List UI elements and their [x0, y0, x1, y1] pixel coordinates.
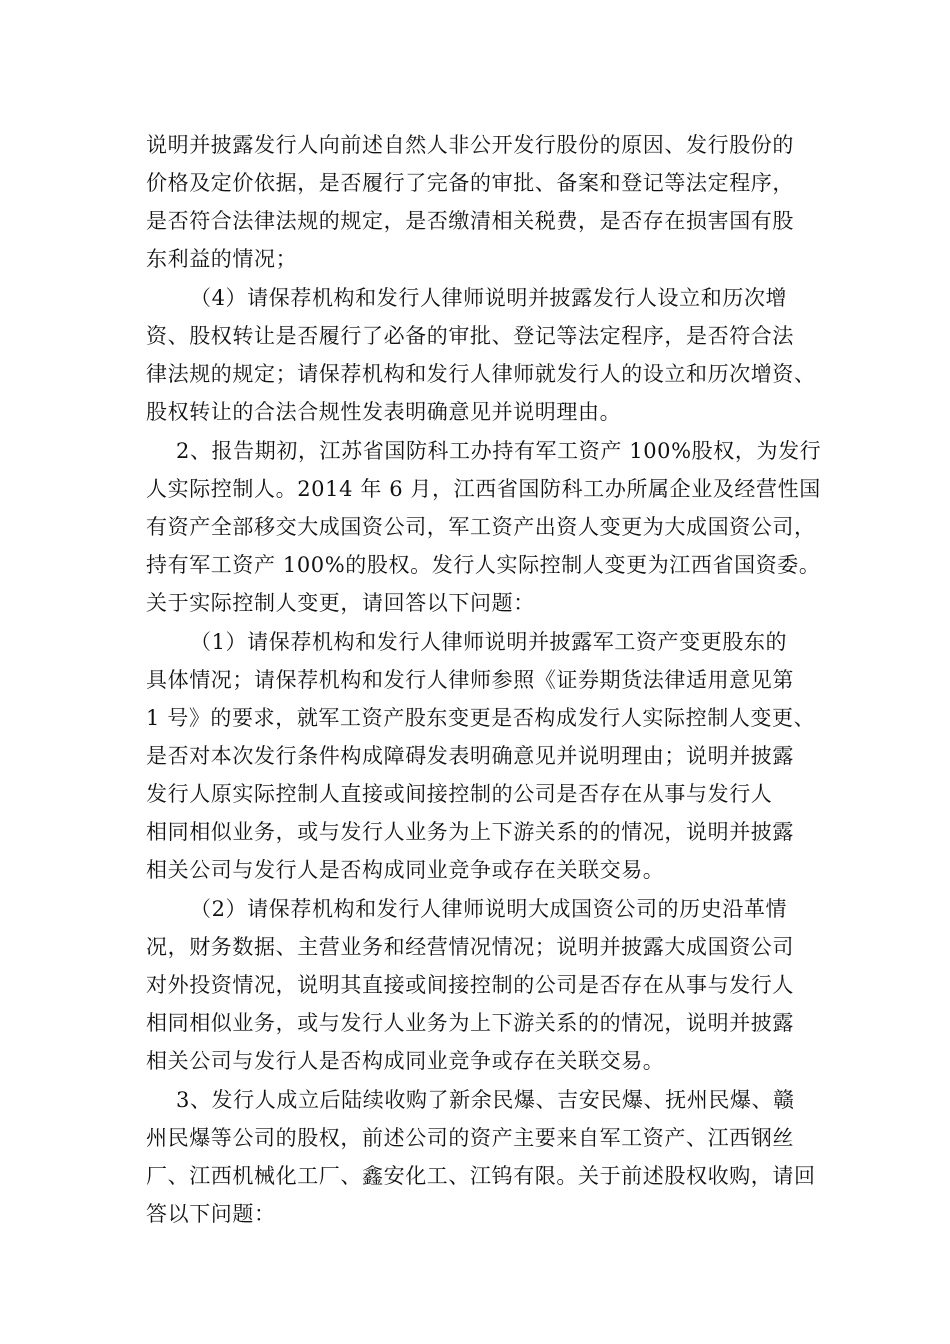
text-line: 关于实际控制人变更，请回答以下问题： — [146, 591, 535, 615]
text-line: 股权转让的合法合规性发表明确意见并说明理由。 — [146, 400, 622, 424]
text-line: 东利益的情况； — [146, 247, 298, 271]
text-line: 持有军工资产 100%的股权。发行人实际控制人变更为江西省国资委。 — [146, 553, 821, 577]
text-line: （1）请保荐机构和发行人律师说明并披露军工资产变更股东的 — [190, 630, 788, 654]
text-line: 律法规的规定；请保荐机构和发行人律师就发行人的设立和历次增资、 — [146, 362, 816, 386]
text-line: 是否符合法律法规的规定，是否缴清相关税费，是否存在损害国有股 — [146, 209, 794, 233]
text-line: 对外投资情况，说明其直接或间接控制的公司是否存在从事与发行人 — [146, 973, 794, 997]
text-line: 人实际控制人。2014 年 6 月，江西省国防科工办所属企业及经营性国 — [146, 477, 821, 501]
text-line: 2、报告期初，江苏省国防科工办持有军工资产 100%股权，为发行 — [176, 439, 822, 463]
text-line: 说明并披露发行人向前述自然人非公开发行股份的原因、发行股份的 — [146, 133, 794, 157]
text-line: 1 号》的要求，就军工资产股东变更是否构成发行人实际控制人变更、 — [146, 706, 816, 730]
text-line: （2）请保荐机构和发行人律师说明大成国资公司的历史沿革情 — [190, 897, 788, 921]
text-line: （4）请保荐机构和发行人律师说明并披露发行人设立和历次增 — [190, 286, 788, 310]
text-line: 发行人原实际控制人直接或间接控制的公司是否存在从事与发行人 — [146, 782, 773, 806]
text-line: 是否对本次发行条件构成障碍发表明确意见并说明理由；说明并披露 — [146, 744, 794, 768]
text-line: 3、发行人成立后陆续收购了新余民爆、吉安民爆、抚州民爆、赣 — [176, 1088, 795, 1112]
text-line: 价格及定价依据，是否履行了完备的审批、备案和登记等法定程序， — [146, 171, 794, 195]
text-line: 具体情况；请保荐机构和发行人律师参照《证券期货法律适用意见第 — [146, 668, 794, 692]
text-line: 相关公司与发行人是否构成同业竞争或存在关联交易。 — [146, 858, 665, 882]
text-line: 厂、江西机械化工厂、鑫安化工、江钨有限。关于前述股权收购，请回 — [146, 1164, 816, 1188]
text-line: 资、股权转让是否履行了必备的审批、登记等法定程序，是否符合法 — [146, 324, 794, 348]
text-line: 相同相似业务，或与发行人业务为上下游关系的的情况，说明并披露 — [146, 820, 794, 844]
text-line: 况，财务数据、主营业务和经营情况情况；说明并披露大成国资公司 — [146, 935, 794, 959]
text-line: 相关公司与发行人是否构成同业竞争或存在关联交易。 — [146, 1049, 665, 1073]
text-line: 相同相似业务，或与发行人业务为上下游关系的的情况，说明并披露 — [146, 1011, 794, 1035]
text-line: 有资产全部移交大成国资公司，军工资产出资人变更为大成国资公司， — [146, 515, 816, 539]
text-line: 州民爆等公司的股权，前述公司的资产主要来自军工资产、江西钢丝 — [146, 1126, 794, 1150]
text-line: 答以下问题： — [146, 1202, 276, 1226]
